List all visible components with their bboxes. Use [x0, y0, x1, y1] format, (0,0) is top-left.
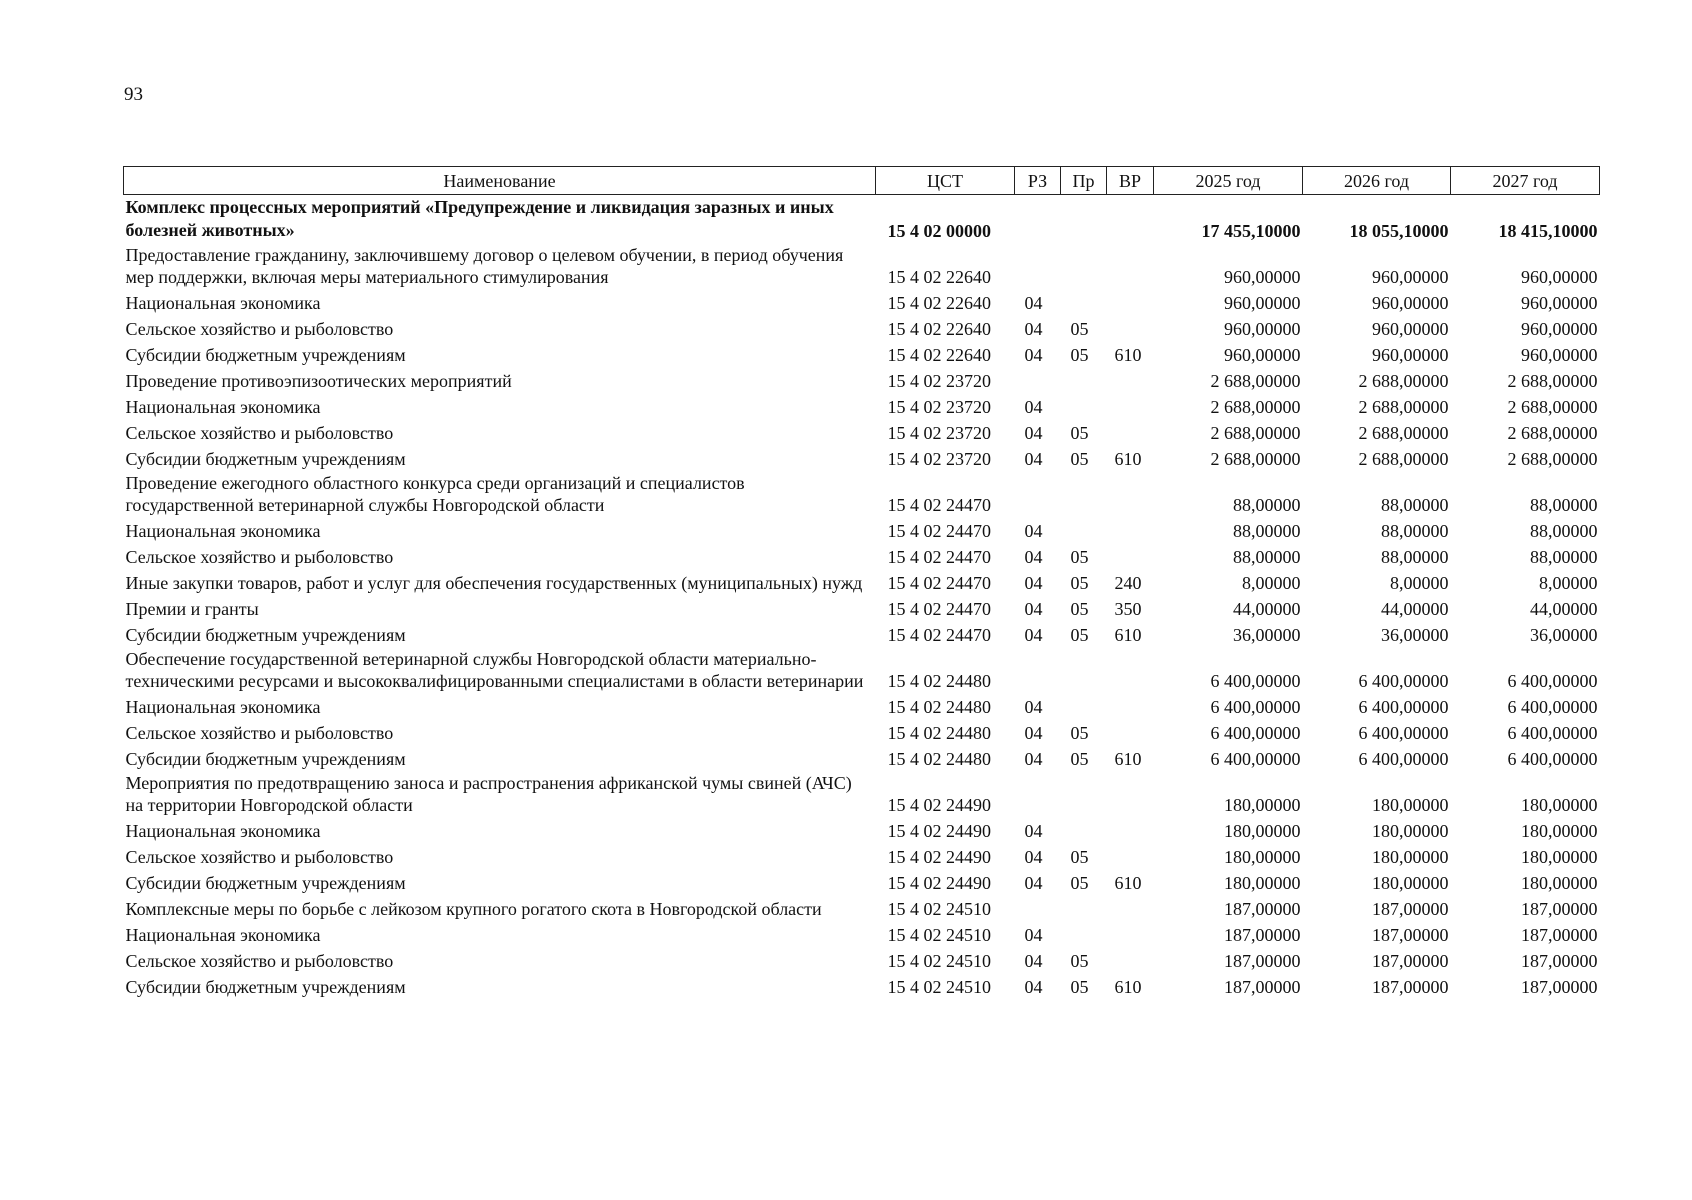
- row-value-2027: 187,00000: [1521, 899, 1598, 919]
- row-value-2026: 2 688,00000: [1358, 397, 1449, 417]
- row-name: Национальная экономика: [125, 697, 321, 717]
- row-rz: 04: [1024, 847, 1043, 867]
- row-value-2026: 8,00000: [1390, 573, 1449, 593]
- row-rz: 04: [1024, 749, 1043, 769]
- row-name: Иные закупки товаров, работ и услуг для обеспечения государственных (муниципальных) нужд: [125, 573, 863, 593]
- row-value-2026: 88,00000: [1381, 521, 1449, 541]
- row-rz: 04: [1024, 397, 1043, 417]
- row-vr: 610: [1114, 873, 1142, 893]
- row-value-2027: 88,00000: [1530, 495, 1598, 515]
- row-pr: [1061, 289, 1107, 315]
- row-cst: 15 4 02 24480: [887, 671, 991, 691]
- row-value-2026: 88,00000: [1381, 495, 1449, 515]
- row-value-2025: 88,00000: [1233, 547, 1301, 567]
- row-value-2026: 187,00000: [1372, 977, 1449, 997]
- row-value-2025: 44,00000: [1233, 599, 1301, 619]
- table-row: [124, 771, 1600, 817]
- table-row: [124, 289, 1600, 315]
- row-value-2026: 180,00000: [1372, 847, 1449, 867]
- row-value-2027: 18 415,10000: [1498, 221, 1598, 241]
- row-cst: 15 4 02 22640: [887, 267, 991, 287]
- row-vr: [1107, 843, 1154, 869]
- row-name: Сельское хозяйство и рыболовство: [125, 423, 394, 443]
- row-value-2027: 6 400,00000: [1507, 697, 1598, 717]
- row-value-2027: 6 400,00000: [1507, 671, 1598, 691]
- row-value-2025: 187,00000: [1224, 977, 1301, 997]
- row-pr: 05: [1070, 547, 1089, 567]
- table-row: [124, 517, 1600, 543]
- row-cst: 15 4 02 22640: [887, 319, 991, 339]
- budget-table: [123, 166, 1600, 999]
- row-name: Субсидии бюджетным учреждениям: [125, 749, 406, 769]
- row-value-2025: 180,00000: [1224, 821, 1301, 841]
- row-cst: 15 4 02 23720: [887, 397, 991, 417]
- row-cst: 15 4 02 24470: [887, 599, 991, 619]
- row-pr: [1061, 895, 1107, 921]
- row-cst: 15 4 02 24470: [887, 547, 991, 567]
- row-rz: 04: [1024, 925, 1043, 945]
- row-name: Субсидии бюджетным учреждениям: [125, 345, 406, 365]
- row-pr: 05: [1070, 977, 1089, 997]
- row-name: Национальная экономика: [125, 521, 321, 541]
- row-rz: 04: [1024, 723, 1043, 743]
- row-vr: [1107, 419, 1154, 445]
- row-value-2027: 960,00000: [1521, 267, 1598, 287]
- row-cst: 15 4 02 24490: [887, 873, 991, 893]
- row-cst: 15 4 02 24470: [887, 573, 991, 593]
- row-vr: 610: [1114, 749, 1142, 769]
- row-vr: [1107, 471, 1154, 517]
- row-value-2026: 187,00000: [1372, 899, 1449, 919]
- row-vr: [1107, 921, 1154, 947]
- row-pr: [1061, 517, 1107, 543]
- table-row: [124, 869, 1600, 895]
- row-name: Комплексные меры по борьбе с лейкозом крупного рогатого скота в Новгородской области: [125, 899, 822, 919]
- table-row: [124, 745, 1600, 771]
- row-name: Проведение противоэпизоотических мероприятий: [125, 371, 512, 391]
- row-value-2025: 960,00000: [1224, 345, 1301, 365]
- row-vr: [1107, 243, 1154, 289]
- row-value-2027: 180,00000: [1521, 795, 1598, 815]
- row-rz: 04: [1024, 873, 1043, 893]
- row-value-2025: 88,00000: [1233, 521, 1301, 541]
- header-rz: РЗ: [1015, 167, 1061, 195]
- table-row: [124, 445, 1600, 471]
- row-value-2025: 2 688,00000: [1210, 397, 1301, 417]
- table-row: [124, 693, 1600, 719]
- header-pr: Пр: [1061, 167, 1107, 195]
- row-value-2026: 88,00000: [1381, 547, 1449, 567]
- table-row: [124, 569, 1600, 595]
- row-name: Национальная экономика: [125, 293, 321, 313]
- row-pr: [1061, 647, 1107, 693]
- row-value-2025: 960,00000: [1224, 293, 1301, 313]
- row-value-2026: 18 055,10000: [1349, 221, 1449, 241]
- row-pr: 05: [1070, 749, 1089, 769]
- header-cst: ЦСТ: [876, 167, 1015, 195]
- row-value-2025: 187,00000: [1224, 925, 1301, 945]
- row-value-2025: 6 400,00000: [1210, 697, 1301, 717]
- row-value-2025: 88,00000: [1233, 495, 1301, 515]
- row-cst: 15 4 02 24470: [887, 495, 991, 515]
- row-value-2027: 36,00000: [1530, 625, 1598, 645]
- row-name: Комплекс процессных мероприятий «Предупреждение и ликвидация заразных и иных болезней животных»: [125, 197, 834, 240]
- row-cst: 15 4 02 24510: [887, 925, 991, 945]
- row-rz: 04: [1024, 977, 1043, 997]
- row-rz: [1015, 771, 1061, 817]
- row-pr: 05: [1070, 345, 1089, 365]
- row-value-2027: 2 688,00000: [1507, 449, 1598, 469]
- row-cst: 15 4 02 24510: [887, 951, 991, 971]
- header-name: Наименование: [124, 167, 876, 195]
- row-pr: 05: [1070, 873, 1089, 893]
- row-vr: 610: [1114, 977, 1142, 997]
- row-value-2026: 6 400,00000: [1358, 671, 1449, 691]
- row-pr: [1061, 367, 1107, 393]
- row-value-2027: 180,00000: [1521, 873, 1598, 893]
- row-cst: 15 4 02 24470: [887, 521, 991, 541]
- row-cst: 15 4 02 22640: [887, 345, 991, 365]
- row-value-2026: 960,00000: [1372, 345, 1449, 365]
- table-row: [124, 921, 1600, 947]
- row-rz: 04: [1024, 625, 1043, 645]
- row-pr: [1061, 921, 1107, 947]
- row-rz: 04: [1024, 821, 1043, 841]
- row-value-2026: 36,00000: [1381, 625, 1449, 645]
- row-rz: 04: [1024, 547, 1043, 567]
- table-row: [124, 817, 1600, 843]
- table-row: [124, 595, 1600, 621]
- row-pr: 05: [1070, 625, 1089, 645]
- row-value-2027: 6 400,00000: [1507, 749, 1598, 769]
- row-value-2027: 88,00000: [1530, 521, 1598, 541]
- row-value-2026: 180,00000: [1372, 821, 1449, 841]
- row-pr: 05: [1070, 319, 1089, 339]
- table-row: [124, 719, 1600, 745]
- row-value-2025: 180,00000: [1224, 873, 1301, 893]
- row-vr: [1107, 195, 1154, 244]
- row-name: Субсидии бюджетным учреждениям: [125, 873, 406, 893]
- row-name: Сельское хозяйство и рыболовство: [125, 951, 394, 971]
- header-vr: ВР: [1107, 167, 1154, 195]
- row-value-2026: 180,00000: [1372, 873, 1449, 893]
- row-rz: [1015, 195, 1061, 244]
- row-pr: 05: [1070, 723, 1089, 743]
- row-vr: [1107, 719, 1154, 745]
- table-row: [124, 393, 1600, 419]
- row-value-2025: 180,00000: [1224, 847, 1301, 867]
- row-rz: 04: [1024, 697, 1043, 717]
- row-pr: [1061, 195, 1107, 244]
- row-vr: [1107, 543, 1154, 569]
- row-rz: 04: [1024, 951, 1043, 971]
- row-value-2027: 2 688,00000: [1507, 423, 1598, 443]
- row-value-2027: 180,00000: [1521, 821, 1598, 841]
- row-pr: [1061, 817, 1107, 843]
- row-pr: [1061, 693, 1107, 719]
- row-rz: [1015, 243, 1061, 289]
- row-pr: 05: [1070, 423, 1089, 443]
- row-cst: 15 4 02 22640: [887, 293, 991, 313]
- row-pr: 05: [1070, 449, 1089, 469]
- row-pr: [1061, 393, 1107, 419]
- row-cst: 15 4 02 23720: [887, 449, 991, 469]
- row-value-2027: 6 400,00000: [1507, 723, 1598, 743]
- table-row: [124, 543, 1600, 569]
- row-name: Национальная экономика: [125, 821, 321, 841]
- table-row: [124, 895, 1600, 921]
- row-pr: 05: [1070, 573, 1089, 593]
- row-name: Субсидии бюджетным учреждениям: [125, 449, 406, 469]
- row-name: Обеспечение государственной ветеринарной службы Новгородской области материально-техническими ресурсами и высококвалифицированными специалистами в области ветеринарии: [125, 649, 864, 691]
- row-value-2027: 88,00000: [1530, 547, 1598, 567]
- row-cst: 15 4 02 24480: [887, 749, 991, 769]
- table-row: [124, 647, 1600, 693]
- row-vr: [1107, 289, 1154, 315]
- row-name: Субсидии бюджетным учреждениям: [125, 977, 406, 997]
- row-rz: 04: [1024, 293, 1043, 313]
- row-name: Сельское хозяйство и рыболовство: [125, 723, 394, 743]
- row-name: Сельское хозяйство и рыболовство: [125, 547, 394, 567]
- table-row: [124, 973, 1600, 999]
- row-rz: [1015, 367, 1061, 393]
- row-value-2026: 187,00000: [1372, 951, 1449, 971]
- row-value-2025: 2 688,00000: [1210, 423, 1301, 443]
- row-value-2026: 960,00000: [1372, 319, 1449, 339]
- row-value-2027: 2 688,00000: [1507, 371, 1598, 391]
- row-value-2026: 2 688,00000: [1358, 449, 1449, 469]
- table-row: [124, 843, 1600, 869]
- row-rz: 04: [1024, 319, 1043, 339]
- row-value-2026: 6 400,00000: [1358, 749, 1449, 769]
- row-value-2027: 187,00000: [1521, 925, 1598, 945]
- row-vr: [1107, 895, 1154, 921]
- row-pr: 05: [1070, 847, 1089, 867]
- row-vr: [1107, 817, 1154, 843]
- header-2025: 2025 год: [1154, 167, 1303, 195]
- row-vr: 610: [1114, 449, 1142, 469]
- row-cst: 15 4 02 24480: [887, 697, 991, 717]
- row-vr: [1107, 947, 1154, 973]
- row-value-2025: 6 400,00000: [1210, 723, 1301, 743]
- row-name: Национальная экономика: [125, 397, 321, 417]
- row-value-2026: 44,00000: [1381, 599, 1449, 619]
- row-cst: 15 4 02 24490: [887, 795, 991, 815]
- row-value-2027: 187,00000: [1521, 951, 1598, 971]
- row-rz: 04: [1024, 449, 1043, 469]
- row-value-2026: 960,00000: [1372, 293, 1449, 313]
- row-pr: 05: [1070, 951, 1089, 971]
- row-value-2027: 960,00000: [1521, 293, 1598, 313]
- table-body: [124, 195, 1600, 1000]
- row-value-2025: 36,00000: [1233, 625, 1301, 645]
- table-header-row: [124, 167, 1600, 195]
- row-cst: 15 4 02 24510: [887, 899, 991, 919]
- row-name: Субсидии бюджетным учреждениям: [125, 625, 406, 645]
- table-row: [124, 419, 1600, 445]
- row-value-2025: 960,00000: [1224, 319, 1301, 339]
- row-value-2027: 180,00000: [1521, 847, 1598, 867]
- row-vr: [1107, 517, 1154, 543]
- row-name: Предоставление гражданину, заключившему договор о целевом обучении, в период обучения мер поддержки, включая меры материального стимулирования: [125, 245, 844, 287]
- row-vr: 240: [1114, 573, 1142, 593]
- row-vr: [1107, 315, 1154, 341]
- row-value-2026: 180,00000: [1372, 795, 1449, 815]
- row-value-2025: 6 400,00000: [1210, 749, 1301, 769]
- row-value-2026: 960,00000: [1372, 267, 1449, 287]
- row-value-2026: 2 688,00000: [1358, 423, 1449, 443]
- row-value-2026: 6 400,00000: [1358, 723, 1449, 743]
- row-cst: 15 4 02 24510: [887, 977, 991, 997]
- row-rz: 04: [1024, 573, 1043, 593]
- row-vr: 610: [1114, 345, 1142, 365]
- row-pr: [1061, 243, 1107, 289]
- row-cst: 15 4 02 24490: [887, 821, 991, 841]
- row-value-2025: 2 688,00000: [1210, 371, 1301, 391]
- row-name: Сельское хозяйство и рыболовство: [125, 319, 394, 339]
- row-name: Мероприятия по предотвращению заноса и распространения африканской чумы свиней (АЧС) на территории Новгородской области: [125, 773, 852, 815]
- row-rz: [1015, 895, 1061, 921]
- row-rz: 04: [1024, 345, 1043, 365]
- table-row: [124, 947, 1600, 973]
- row-rz: 04: [1024, 423, 1043, 443]
- row-value-2025: 960,00000: [1224, 267, 1301, 287]
- table-row: [124, 341, 1600, 367]
- row-vr: [1107, 771, 1154, 817]
- table-row: [124, 243, 1600, 289]
- row-pr: [1061, 771, 1107, 817]
- row-value-2026: 187,00000: [1372, 925, 1449, 945]
- row-value-2025: 187,00000: [1224, 951, 1301, 971]
- row-cst: 15 4 02 00000: [887, 221, 991, 241]
- row-value-2025: 2 688,00000: [1210, 449, 1301, 469]
- row-value-2027: 44,00000: [1530, 599, 1598, 619]
- row-value-2027: 8,00000: [1539, 573, 1598, 593]
- row-cst: 15 4 02 24470: [887, 625, 991, 645]
- row-rz: 04: [1024, 599, 1043, 619]
- row-value-2025: 17 455,10000: [1201, 221, 1301, 241]
- row-rz: 04: [1024, 521, 1043, 541]
- table-row: [124, 621, 1600, 647]
- table-row: [124, 195, 1600, 244]
- row-vr: [1107, 647, 1154, 693]
- row-value-2026: 2 688,00000: [1358, 371, 1449, 391]
- row-rz: [1015, 647, 1061, 693]
- row-name: Премии и гранты: [125, 599, 259, 619]
- row-name: Проведение ежегодного областного конкурса среди организаций и специалистов государственной ветеринарной службы Новгородской области: [125, 473, 745, 515]
- row-name: Сельское хозяйство и рыболовство: [125, 847, 394, 867]
- page-number: 93: [124, 84, 143, 105]
- row-cst: 15 4 02 24480: [887, 723, 991, 743]
- row-value-2025: 187,00000: [1224, 899, 1301, 919]
- row-vr: 610: [1114, 625, 1142, 645]
- row-value-2027: 960,00000: [1521, 345, 1598, 365]
- table-row: [124, 471, 1600, 517]
- header-2026: 2026 год: [1303, 167, 1451, 195]
- row-value-2025: 8,00000: [1242, 573, 1301, 593]
- row-vr: 350: [1114, 599, 1142, 619]
- row-cst: 15 4 02 23720: [887, 371, 991, 391]
- row-rz: [1015, 471, 1061, 517]
- table-row: [124, 367, 1600, 393]
- row-value-2026: 6 400,00000: [1358, 697, 1449, 717]
- row-vr: [1107, 367, 1154, 393]
- header-2027: 2027 год: [1451, 167, 1600, 195]
- row-value-2027: 960,00000: [1521, 319, 1598, 339]
- row-name: Национальная экономика: [125, 925, 321, 945]
- row-vr: [1107, 693, 1154, 719]
- row-value-2027: 187,00000: [1521, 977, 1598, 997]
- table-row: [124, 315, 1600, 341]
- row-cst: 15 4 02 24490: [887, 847, 991, 867]
- row-value-2027: 2 688,00000: [1507, 397, 1598, 417]
- row-cst: 15 4 02 23720: [887, 423, 991, 443]
- row-value-2025: 6 400,00000: [1210, 671, 1301, 691]
- row-pr: [1061, 471, 1107, 517]
- row-pr: 05: [1070, 599, 1089, 619]
- row-vr: [1107, 393, 1154, 419]
- row-value-2025: 180,00000: [1224, 795, 1301, 815]
